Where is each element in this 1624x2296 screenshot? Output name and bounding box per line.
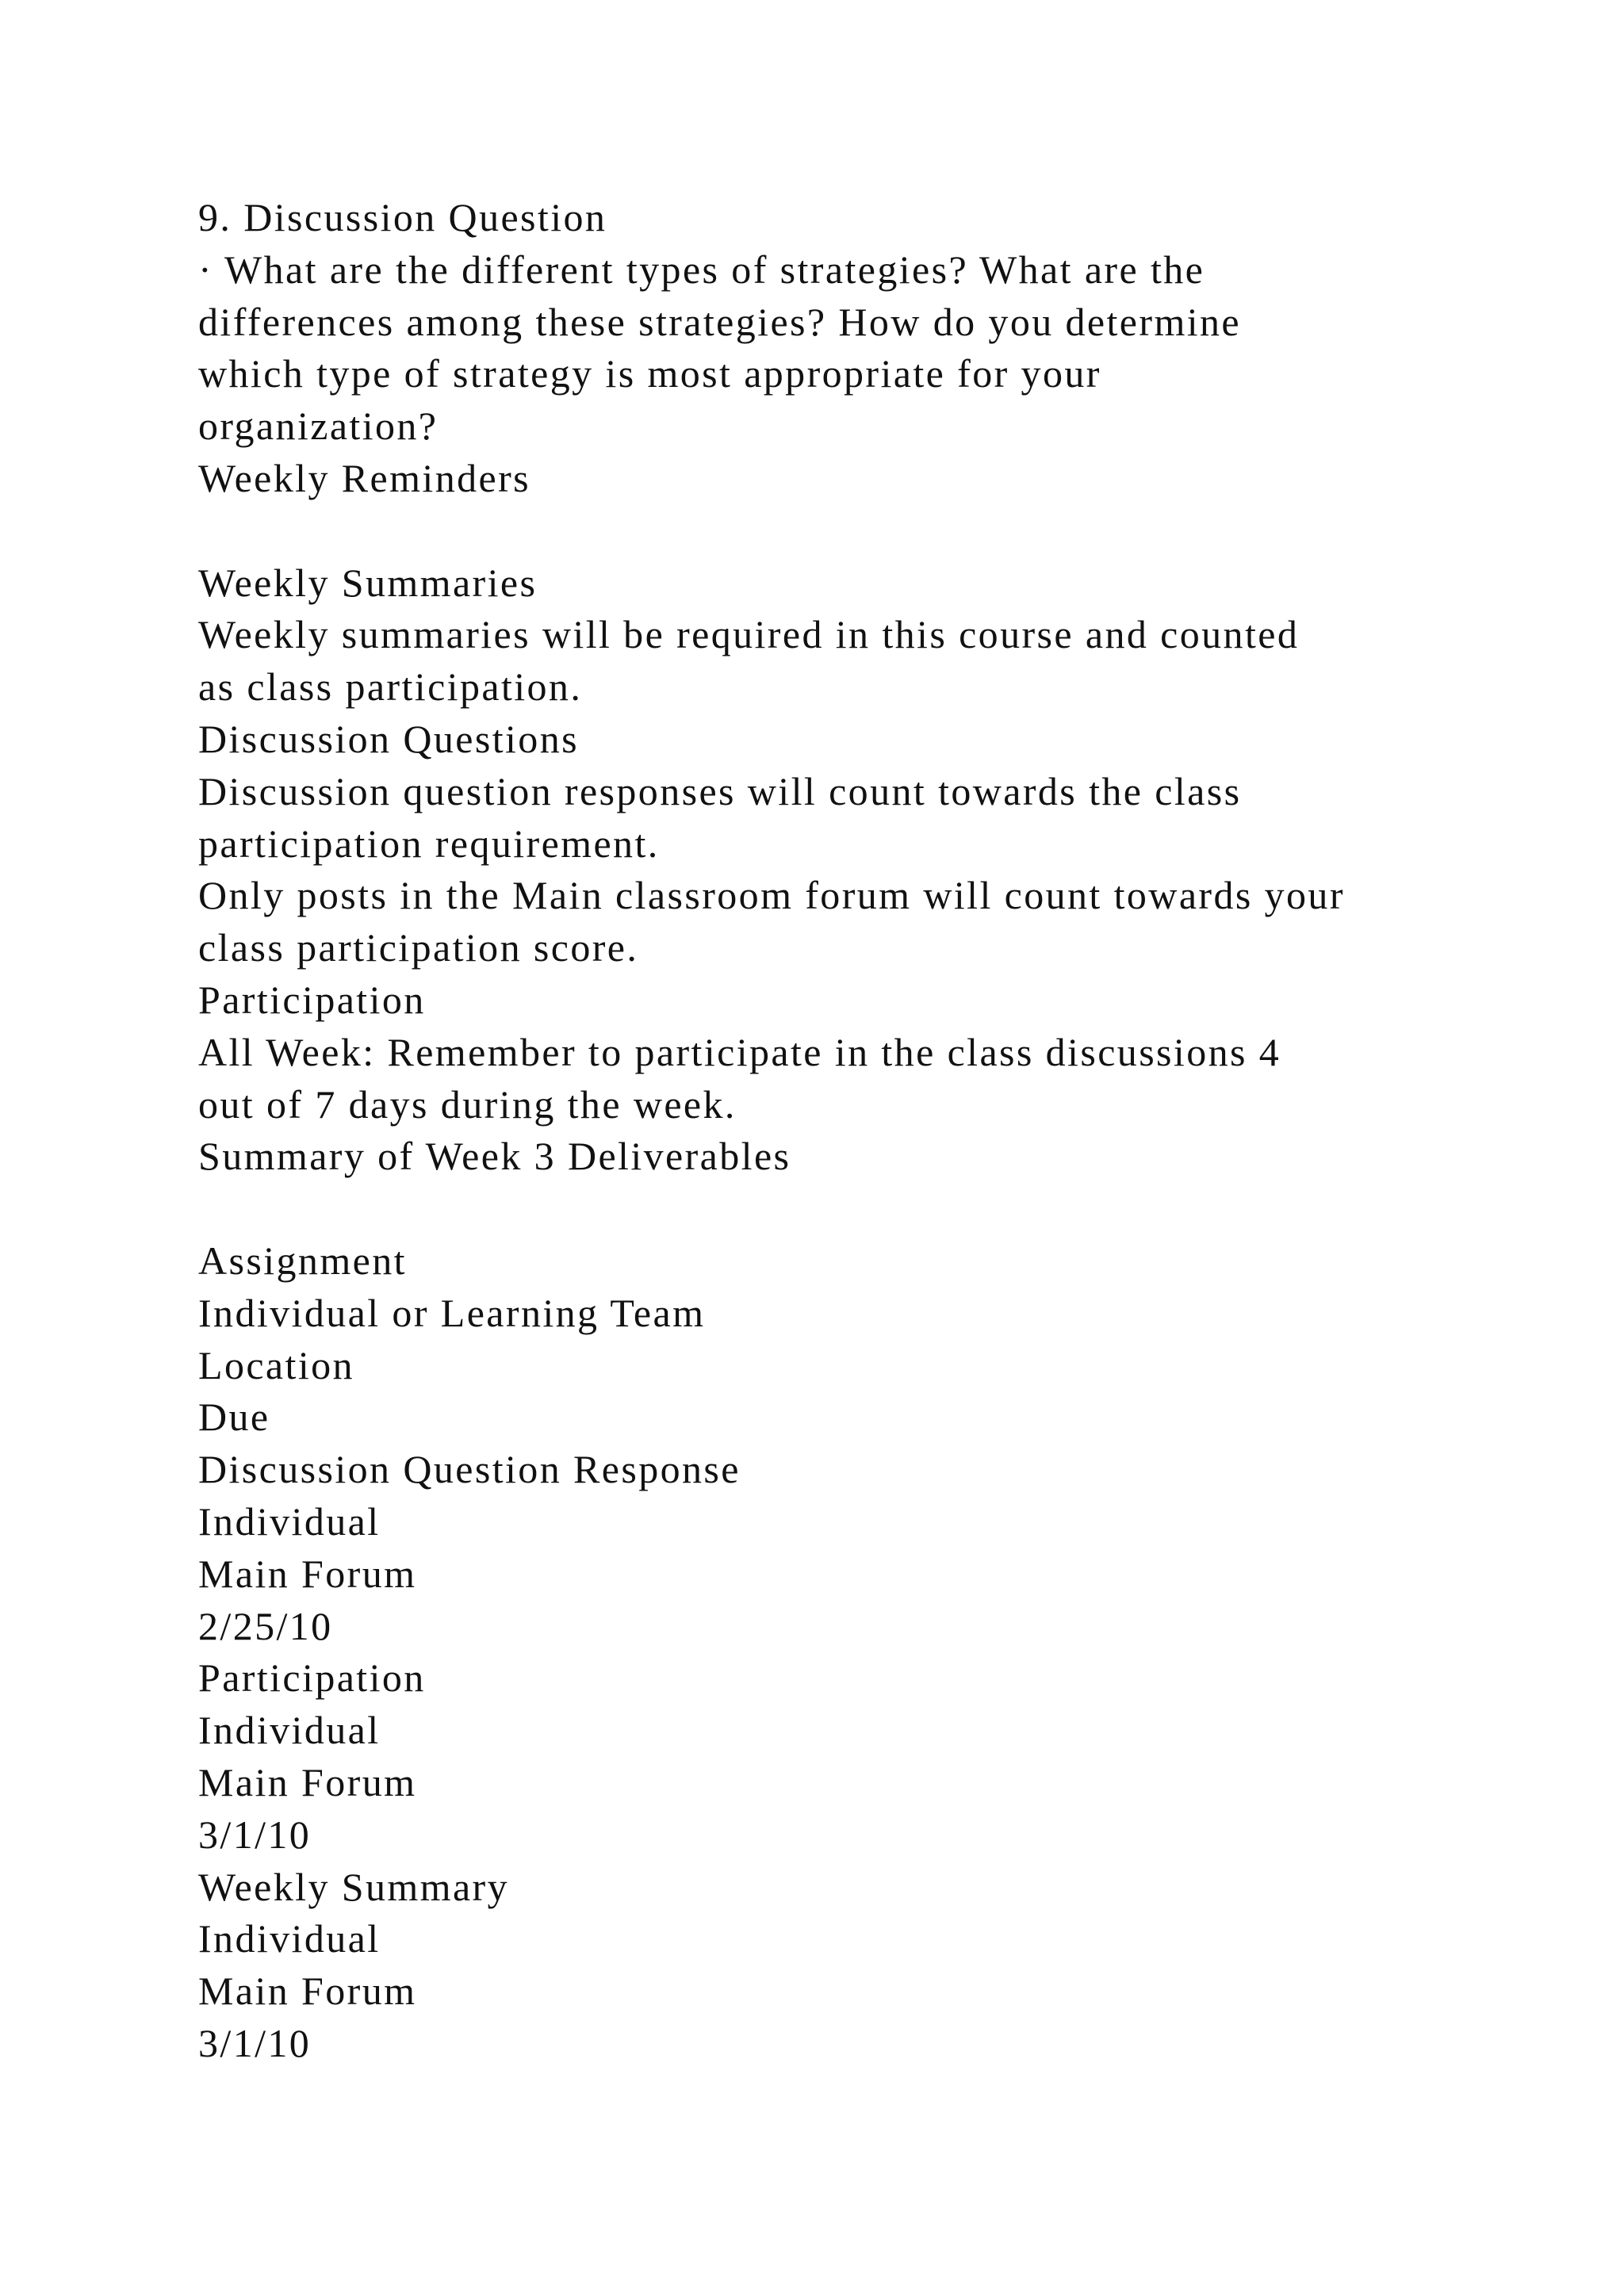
- questions-text: class participation score.: [198, 925, 639, 970]
- questions-text: Discussion question responses will count towards the class: [198, 768, 1242, 813]
- deliverables-heading: Summary of Week 3 Deliverables: [198, 1134, 791, 1179]
- table-cell: Main Forum: [198, 1551, 417, 1596]
- table-cell: Discussion Question Response: [198, 1447, 741, 1492]
- questions-text: Only posts in the Main classroom forum will count towards your: [198, 873, 1345, 918]
- table-cell: 3/1/10: [198, 1812, 312, 1857]
- discussion-questions-heading: Discussion Questions: [198, 716, 579, 761]
- participation-heading: Participation: [198, 977, 426, 1022]
- blank-line: [198, 1183, 1546, 1235]
- question-line: organization?: [198, 404, 439, 449]
- document-page: [198, 192, 1546, 2070]
- table-cell: Weekly Summary: [198, 1864, 509, 1909]
- table-cell: Individual: [198, 1708, 381, 1753]
- table-cell: 3/1/10: [198, 2020, 312, 2065]
- weekly-reminders-heading: Weekly Reminders: [198, 455, 530, 500]
- section-title: 9. Discussion Question: [198, 195, 607, 239]
- table-cell: 2/25/10: [198, 1603, 333, 1648]
- summaries-text: as class participation.: [198, 664, 583, 710]
- column-header: Due: [198, 1395, 270, 1440]
- question-line: differences among these strategies? How do you determine: [198, 299, 1242, 344]
- column-header: Assignment: [198, 1238, 407, 1283]
- blank-line: [198, 505, 1546, 557]
- column-header: Location: [198, 1342, 354, 1387]
- table-cell: Main Forum: [198, 1969, 417, 2014]
- table-cell: Main Forum: [198, 1759, 417, 1804]
- table-row: [198, 1652, 1546, 1861]
- table-cell: Individual: [198, 1916, 381, 1961]
- table-row: [198, 1444, 1546, 1652]
- column-header: Individual or Learning Team: [198, 1290, 706, 1335]
- weekly-summaries-heading: Weekly Summaries: [198, 560, 538, 605]
- participation-text: All Week: Remember to participate in the class discussions 4: [198, 1029, 1281, 1074]
- questions-text: participation requirement.: [198, 821, 660, 866]
- table-cell: Participation: [198, 1655, 426, 1701]
- participation-text: out of 7 days during the week.: [198, 1081, 737, 1127]
- table-header-row: [198, 1235, 1546, 1444]
- table-row: [198, 1862, 1546, 2070]
- question-line: which type of strategy is most appropriate for your: [198, 351, 1101, 396]
- table-cell: Individual: [198, 1498, 381, 1544]
- question-line: · What are the different types of strategies? What are the: [198, 247, 1205, 292]
- summaries-text: Weekly summaries will be required in this course and counted: [198, 612, 1300, 657]
- deliverables-table: [198, 1235, 1546, 2070]
